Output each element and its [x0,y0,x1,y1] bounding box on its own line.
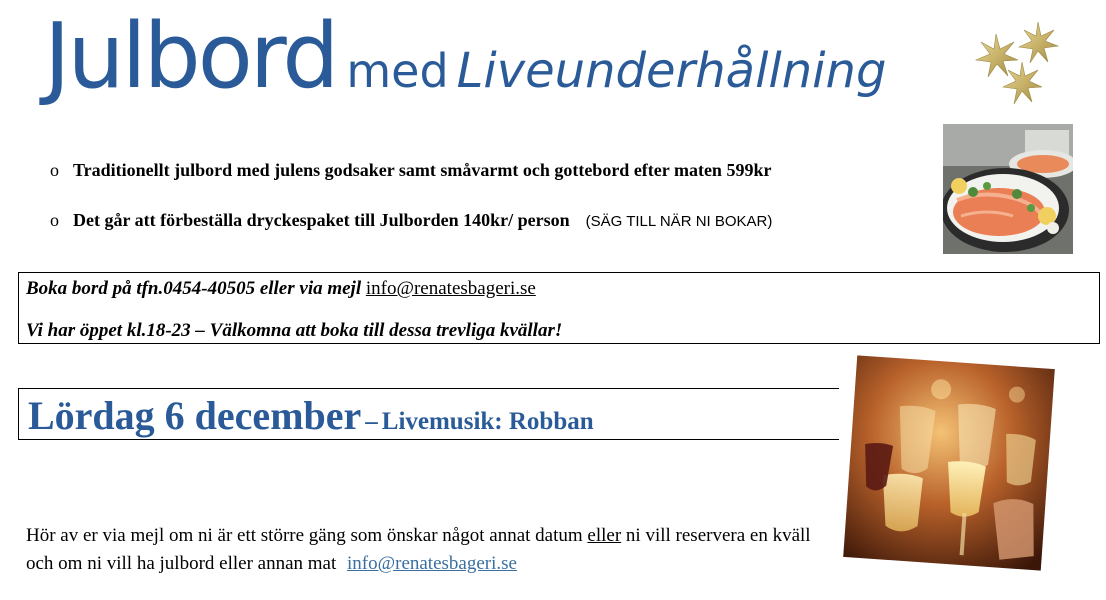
offer-item-1 [50,160,771,181]
gold-stars-icon [972,20,1064,110]
event-act: Livemusik: Robban [381,408,594,435]
title-julbord: Julbord [44,4,337,109]
info-text-2: ni vill reservera en kväll och om ni vill ha julbord eller annan mat [26,525,811,574]
event-heading [28,392,594,439]
info-email-link[interactable]: info@renatesbageri.se [347,553,517,574]
booking-email-link[interactable]: info@renatesbageri.se [365,278,536,299]
offer-item-2 [50,210,772,231]
title-liveunderhallning: Liveunderhållning [456,43,887,99]
booking-line-1 [26,278,536,300]
event-date: Lördag 6 december [28,393,362,438]
info-text-1: Hör av er via mejl om ni är ett större gäng som önskar något annat datum [26,525,583,546]
title-med: med [346,44,449,98]
offer-text: Det går att förbeställa dryckespaket till Julborden 140kr/ person [73,210,570,230]
wine-toast-photo [836,350,1062,576]
info-paragraph [26,522,816,578]
salmon-platter-photo [943,124,1073,254]
booking-line-2: Vi har öppet kl.18-23 – Välkomna att boka till dessa trevliga kvällar! [26,320,563,341]
bullet-mark: o [50,160,59,180]
booking-prefix: Boka bord på tfn.0454-40505 eller via mejl [26,278,362,299]
event-separator: – [365,408,378,435]
offer-note: (SÄG TILL NÄR NI BOKAR) [585,213,773,230]
info-text-eller: eller [587,525,622,546]
page-title [44,4,886,109]
bullet-mark: o [50,210,59,230]
offer-text: Traditionellt julbord med julens godsaker samt småvarmt och gottebord efter maten 599kr [73,160,772,180]
